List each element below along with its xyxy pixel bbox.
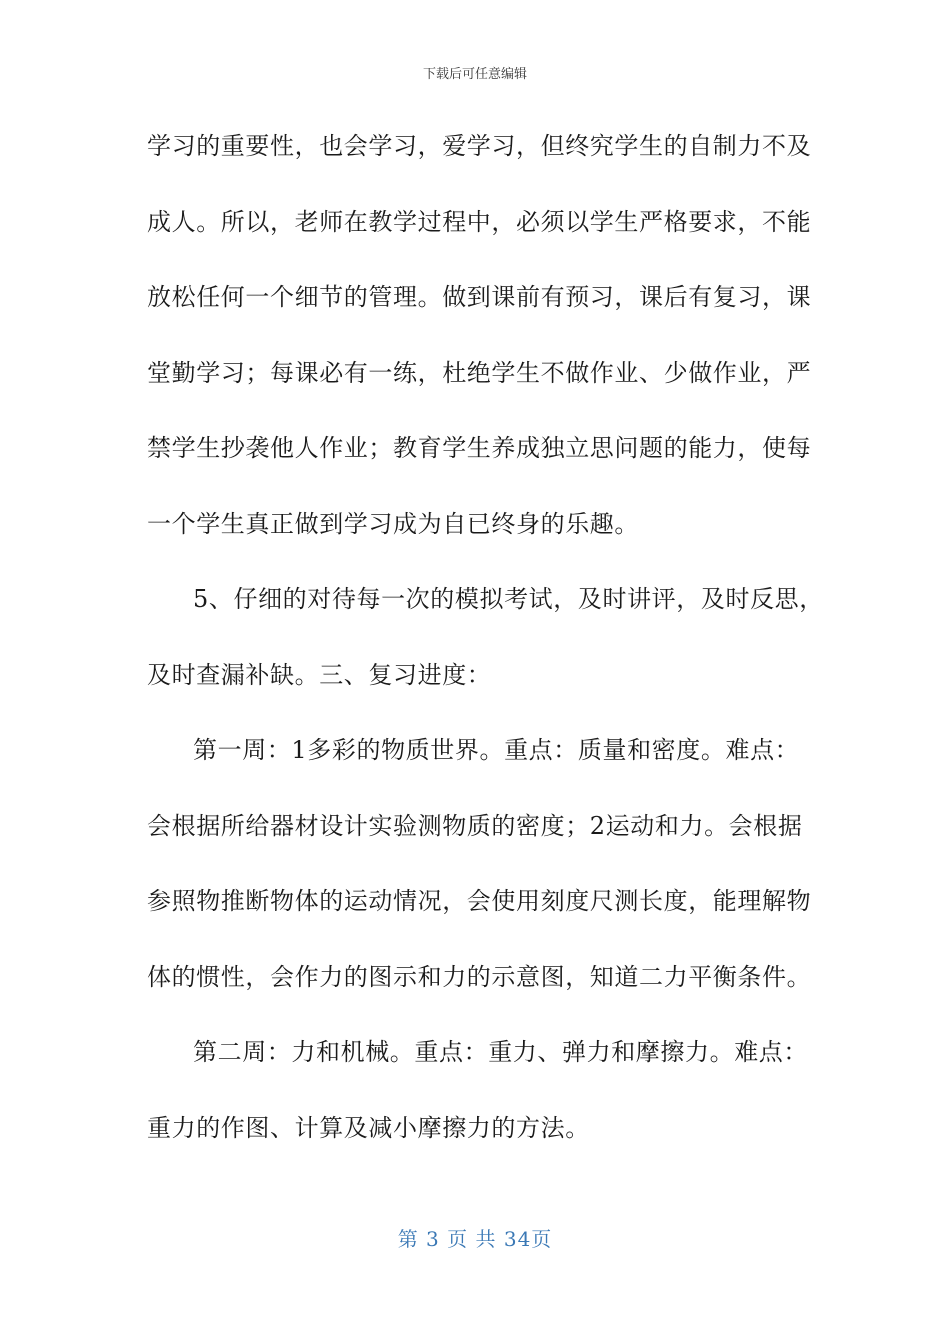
page-number: 第 3 页 共 34页 [397,1227,553,1251]
text-line: 参照物推断物体的运动情况，会使用刻度尺测长度，能理解物 [147,887,812,915]
text-line: 第一周：1多彩的物质世界。重点：质量和密度。难点： [193,736,800,764]
text-line: 及时查漏补缺。三、复习进度： [147,660,492,689]
text-line: 成人。所以，老师在教学过程中，必须以学生严格要求，不能 [147,207,812,236]
text-line: 学习的重要性，也会学习，爱学习，但终究学生的自制力不及 [147,132,812,160]
text-line: 5、仔细的对待每一次的模拟考试，及时讲评，及时反思， [193,585,824,613]
text-line: 堂勤学习；每课必有一练，杜绝学生不做作业、少做作业，严 [147,358,812,387]
page-header: 下载后可任意编辑 [422,67,527,82]
text-line: 第二周：力和机械。重点：重力、弹力和摩擦力。难点： [193,1038,808,1066]
text-line: 一个学生真正做到学习成为自已终身的乐趣。 [147,509,639,538]
text-line: 禁学生抄袭他人作业；教育学生养成独立思问题的能力，使每 [147,434,812,462]
text-line: 会根据所给器材设计实验测物质的密度；2运动和力。会根据 [147,811,803,840]
text-line: 放松任何一个细节的管理。做到课前有预习，课后有复习，课 [147,283,812,311]
text-line: 体的惯性，会作力的图示和力的示意图，知道二力平衡条件。 [147,962,812,991]
document-body [147,126,824,1183]
text-line: 重力的作图、计算及减小摩擦力的方法。 [147,1113,590,1142]
